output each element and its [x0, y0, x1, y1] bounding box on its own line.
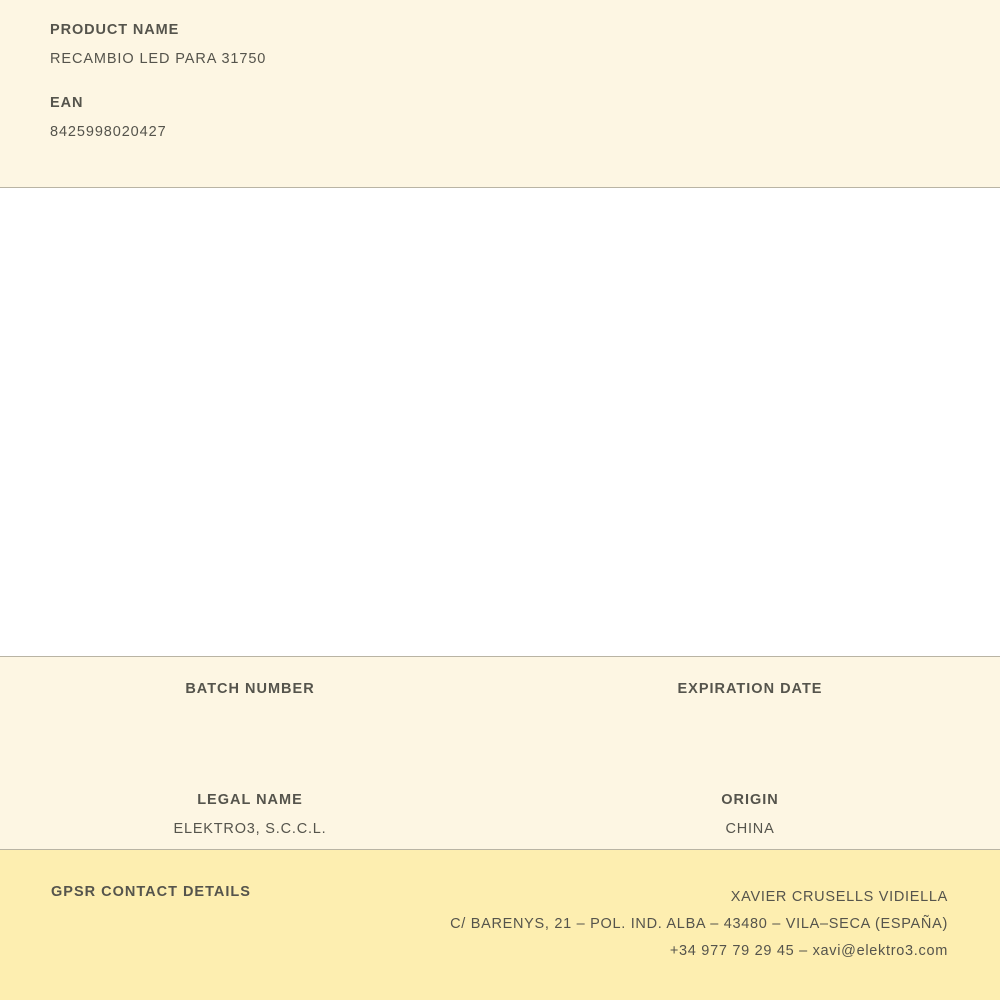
batch-number-value	[0, 710, 500, 726]
product-name-value: RECAMBIO LED PARA 31750	[50, 51, 267, 67]
product-image-area	[0, 188, 1000, 657]
product-name-label: PRODUCT NAME	[50, 22, 180, 38]
legal-name-label: LEGAL NAME	[197, 792, 303, 808]
batch-number-label: BATCH NUMBER	[185, 681, 315, 697]
expiration-date-value	[500, 710, 1000, 726]
batch-expiration-row	[0, 681, 1000, 726]
product-info-section	[0, 0, 1000, 188]
origin-label: ORIGIN	[721, 792, 779, 808]
gpsr-contact-address: C/ BARENYS, 21 – POL. IND. ALBA – 43480 – VILA–SECA (ESPAÑA)	[450, 916, 948, 932]
ean-label: EAN	[50, 95, 84, 111]
ean-field	[50, 95, 950, 140]
expiration-date-label: EXPIRATION DATE	[677, 681, 823, 697]
origin-value: CHINA	[725, 821, 775, 837]
gpsr-contact-label: GPSR CONTACT DETAILS	[51, 884, 251, 900]
legal-name-value: ELEKTRO3, S.C.C.L.	[173, 821, 327, 837]
legal-name-field	[0, 792, 500, 837]
gpsr-contact-phone-email: +34 977 79 29 45 – xavi@elektro3.com	[669, 943, 948, 959]
gpsr-contact-details	[450, 884, 948, 965]
gpsr-contact-person: XAVIER CRUSELLS VIDIELLA	[730, 889, 948, 905]
origin-field	[500, 792, 1000, 837]
ean-value: 8425998020427	[50, 124, 167, 140]
product-meta-section	[0, 657, 1000, 850]
gpsr-contact-footer	[0, 850, 1000, 1000]
batch-number-field	[0, 681, 500, 726]
product-name-field	[50, 22, 950, 67]
expiration-date-field	[500, 681, 1000, 726]
legal-origin-row	[0, 792, 1000, 837]
